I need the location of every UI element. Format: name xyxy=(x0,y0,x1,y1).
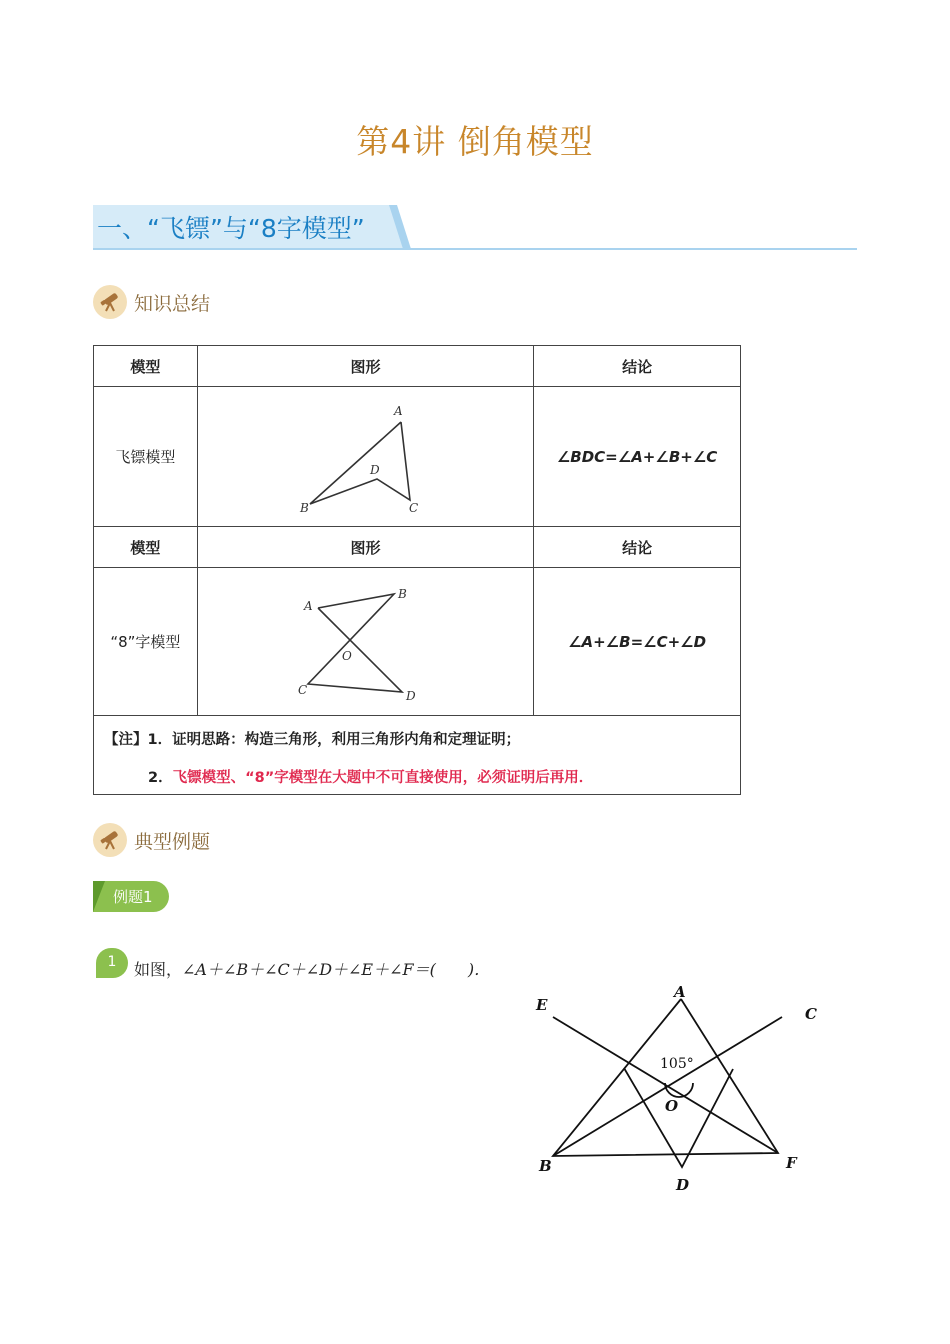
page-title: 第4讲 倒角模型 xyxy=(356,122,594,161)
note-line-2 xyxy=(148,766,730,787)
column-header-figure-2: 图形 xyxy=(197,527,533,568)
question-formula: ∠A＋∠B＋∠C＋∠D＋∠E＋∠F＝( )． xyxy=(182,960,491,979)
question-text xyxy=(134,957,490,980)
note-text-2: 飞镖模型、“8”字模型在大题中不可直接使用，必须证明后再用． xyxy=(172,770,594,786)
question-number: 1 xyxy=(96,948,128,978)
figure-cell-dart xyxy=(197,387,533,527)
eight-label-o: O xyxy=(342,648,353,663)
eight-shape xyxy=(308,594,402,692)
star-label-f: F xyxy=(786,1154,797,1172)
table-note-row xyxy=(94,716,741,795)
knowledge-heading-label: 知识总结 xyxy=(134,293,211,315)
column-header-conclusion-2: 结论 xyxy=(534,527,741,568)
star-label-e: E xyxy=(536,996,548,1014)
section-header xyxy=(93,205,857,249)
note-text-1: 证明思路：构造三角形，利用三角形内角和定理证明； xyxy=(172,732,521,748)
note-number-2: 2． xyxy=(148,770,173,786)
dart-figure xyxy=(290,396,440,514)
examples-heading-label: 典型例题 xyxy=(134,831,211,853)
star-label-b: B xyxy=(539,1157,552,1175)
telescope-icon xyxy=(93,285,127,319)
column-header-conclusion: 结论 xyxy=(534,346,741,387)
star-label-d: D xyxy=(676,1176,690,1194)
example-tab-label: 例题1 xyxy=(113,888,153,906)
dart-label-a: A xyxy=(394,403,404,418)
column-header-model: 模型 xyxy=(94,346,198,387)
dart-label-b: B xyxy=(300,500,310,514)
telescope-icon xyxy=(93,823,127,857)
model-name-dart: 飞镖模型 xyxy=(94,387,198,527)
figure-cell-eight xyxy=(197,568,533,716)
note-prefix: 【注】1． xyxy=(104,732,173,748)
eight-label-c: C xyxy=(298,682,308,697)
star-label-o: O xyxy=(665,1097,679,1115)
star-angle-label: 105° xyxy=(660,1056,694,1072)
example-tab xyxy=(93,881,169,912)
eight-label-a: A xyxy=(304,598,314,613)
table-header-row xyxy=(94,346,741,387)
star-label-a: A xyxy=(674,983,686,1001)
conclusion-dart: ∠BDC=∠A+∠B+∠C xyxy=(534,387,741,527)
eight-figure xyxy=(290,578,440,702)
table-row-eight xyxy=(94,568,741,716)
dart-shape xyxy=(310,422,410,504)
section-header-underline xyxy=(93,248,857,250)
dart-label-c: C xyxy=(409,500,419,514)
table-header-row-2 xyxy=(94,527,741,568)
column-header-model-2: 模型 xyxy=(94,527,198,568)
eight-label-d: D xyxy=(406,688,417,702)
note-line-1 xyxy=(104,728,730,749)
question-prefix: 如图， xyxy=(134,960,183,979)
conclusion-eight: ∠A+∠B=∠C+∠D xyxy=(534,568,741,716)
model-name-eight: “8”字模型 xyxy=(94,568,198,716)
knowledge-table xyxy=(93,345,741,795)
column-header-figure: 图形 xyxy=(197,346,533,387)
star-label-c: C xyxy=(805,1005,817,1023)
star-figure xyxy=(525,975,825,1195)
table-row-dart xyxy=(94,387,741,527)
line-d xyxy=(624,1068,733,1167)
dart-label-d: D xyxy=(370,462,381,477)
table-note xyxy=(94,716,741,795)
eight-label-b: B xyxy=(398,586,408,601)
section-title: 一、“飞镖”与“8字模型” xyxy=(97,214,365,243)
